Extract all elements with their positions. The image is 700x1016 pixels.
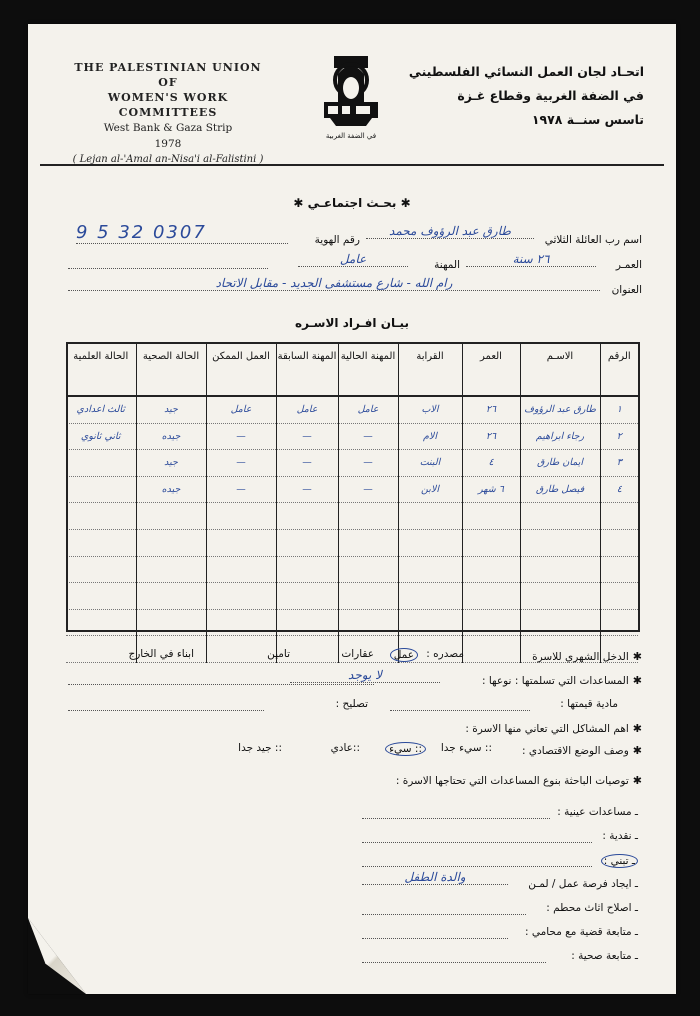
id-label: رقم الهوية bbox=[314, 234, 360, 246]
table-cell bbox=[462, 503, 520, 530]
col-header-relation: القرابة bbox=[398, 342, 462, 396]
table-header-row bbox=[66, 342, 638, 396]
union-logo bbox=[316, 54, 386, 146]
problems-label: ✱اهم المشاكل التي تعاني منها الاسرة : bbox=[465, 722, 642, 735]
id-value: 9 5 32 0307 bbox=[76, 222, 288, 244]
table-row bbox=[66, 529, 638, 556]
table-cell bbox=[398, 529, 462, 556]
table-cell: الاب bbox=[398, 396, 462, 423]
table-cell bbox=[276, 503, 338, 530]
aid-material-label: مادية قيمتها : bbox=[560, 698, 618, 710]
recommend-item-job: ـ ايجاد فرصة عمل / لمـن bbox=[528, 878, 638, 890]
region-line: West Bank & Gaza Strip bbox=[103, 122, 233, 134]
table-cell bbox=[66, 450, 136, 477]
recommend-item-health: ـ متابعة صحية : bbox=[571, 950, 638, 962]
table-cell: ثاني ثانوي bbox=[66, 423, 136, 450]
income-source-label: مصدره : bbox=[426, 648, 464, 660]
table-cell: — bbox=[338, 450, 398, 477]
table-cell: — bbox=[338, 476, 398, 503]
star-icon: ✱ bbox=[632, 674, 642, 687]
table-row bbox=[66, 396, 638, 423]
table-cell bbox=[520, 529, 600, 556]
table-row bbox=[66, 609, 638, 636]
table-cell bbox=[600, 556, 638, 583]
table-cell bbox=[338, 556, 398, 583]
table-cell: — bbox=[276, 450, 338, 477]
table-cell bbox=[136, 556, 206, 583]
economic-option-very-bad[interactable]: :: سيء جدا bbox=[440, 742, 492, 754]
table-cell bbox=[276, 529, 338, 556]
table-cell: عامل bbox=[206, 396, 276, 423]
form-title: ✱ بحـث اجتماعـي ✱ bbox=[293, 196, 411, 210]
table-cell: — bbox=[206, 423, 276, 450]
table-cell bbox=[520, 503, 600, 530]
recommend-item-furniture: ـ اصلاح اثاث محطم : bbox=[546, 902, 638, 914]
age-value: ٢٦ سنة bbox=[466, 252, 596, 267]
recommend-line bbox=[362, 842, 592, 843]
age-line-filler bbox=[68, 268, 268, 269]
table-cell: ١ bbox=[600, 396, 638, 423]
org-name-line1: THE PALESTINIAN UNION OF bbox=[74, 61, 262, 89]
aid-value: لا يوجد bbox=[290, 668, 440, 683]
table-cell bbox=[600, 609, 638, 636]
table-cell bbox=[462, 609, 520, 636]
table-cell bbox=[520, 556, 600, 583]
table-row bbox=[66, 450, 638, 477]
founding-year: 1978 bbox=[154, 138, 182, 150]
recommend-label: ✱توصيات الباحثة بنوع المساعدات التي تحتاجها الاسرة : bbox=[395, 774, 642, 787]
table-cell bbox=[136, 503, 206, 530]
ar-region: في الضفة الغربية وقطاع غـزة bbox=[457, 88, 644, 103]
col-header-education: الحالة العلمية bbox=[66, 342, 136, 396]
profession-label: المهنة bbox=[434, 259, 460, 271]
economic-label: ✱وصف الوضع الاقتصادي : bbox=[522, 744, 642, 757]
family-members-table bbox=[66, 342, 638, 663]
table-cell: طارق عبد الرؤوف bbox=[520, 396, 600, 423]
col-header-age: العمر bbox=[462, 342, 520, 396]
table-cell bbox=[206, 503, 276, 530]
address-value: رام الله - شارع مستشفى الجديد - مقابل الاتحاد bbox=[68, 276, 600, 291]
head-name-label: اسم رب العائلة الثلاثي bbox=[544, 234, 642, 246]
col-header-possible-work: العمل الممكن bbox=[206, 342, 276, 396]
table-cell bbox=[520, 609, 600, 636]
aid-repair-label: تصليح : bbox=[335, 698, 368, 710]
table-cell: — bbox=[276, 423, 338, 450]
table-cell bbox=[338, 609, 398, 636]
star-icon: ✱ bbox=[396, 196, 411, 210]
table-cell: الام bbox=[398, 423, 462, 450]
header-arabic bbox=[404, 60, 644, 132]
recommend-line bbox=[362, 914, 526, 915]
logo-caption: في الضفة الغربية bbox=[325, 132, 377, 140]
table-cell: عامل bbox=[338, 396, 398, 423]
col-header-name: الاسـم bbox=[520, 342, 600, 396]
table-cell bbox=[398, 503, 462, 530]
star-icon: ✱ bbox=[632, 744, 642, 757]
recommend-item-lawyer: ـ متابعة قضية مع محامي : bbox=[524, 926, 638, 938]
table-row bbox=[66, 556, 638, 583]
table-row bbox=[66, 583, 638, 610]
income-line bbox=[68, 684, 374, 685]
table-row bbox=[66, 476, 638, 503]
table-cell bbox=[398, 556, 462, 583]
income-option-property[interactable]: عقارات bbox=[341, 648, 374, 660]
star-icon: ✱ bbox=[632, 650, 642, 663]
address-label: العنوان bbox=[611, 284, 642, 296]
aid-material-line bbox=[390, 710, 530, 711]
aid-label: ✱المساعدات التي تسلمتها : نوعها : bbox=[481, 674, 642, 687]
table-cell: ٢ bbox=[600, 423, 638, 450]
table-cell: جيد bbox=[136, 450, 206, 477]
recommend-line bbox=[362, 866, 592, 867]
star-icon: ✱ bbox=[293, 196, 308, 210]
table-cell bbox=[206, 636, 276, 663]
table-cell bbox=[66, 556, 136, 583]
table-cell: رجاء ابراهيم bbox=[520, 423, 600, 450]
table-cell bbox=[338, 503, 398, 530]
table-cell bbox=[206, 556, 276, 583]
profession-value: عامل bbox=[298, 252, 408, 267]
table-cell bbox=[338, 529, 398, 556]
table-cell: ٢٦ bbox=[462, 396, 520, 423]
table-cell: ٢٦ bbox=[462, 423, 520, 450]
economic-option-very-good[interactable]: :: جيد جدا bbox=[238, 742, 282, 754]
table-cell: جيد bbox=[136, 396, 206, 423]
table-cell: ٦ شهر bbox=[462, 476, 520, 503]
income-label: ✱الدخل الشهري للاسرة bbox=[532, 650, 642, 663]
table-cell bbox=[338, 583, 398, 610]
table-cell: عامل bbox=[276, 396, 338, 423]
col-header-number: الرقم bbox=[600, 342, 638, 396]
table-row bbox=[66, 423, 638, 450]
table-cell bbox=[462, 529, 520, 556]
table-cell bbox=[206, 529, 276, 556]
table-cell bbox=[600, 583, 638, 610]
col-header-health: الحالة الصحية bbox=[136, 342, 206, 396]
ar-founding: تاسس سنــة ١٩٧٨ bbox=[531, 112, 644, 127]
age-label: العمـر bbox=[615, 259, 642, 271]
income-option-work[interactable]: عمل bbox=[390, 648, 418, 662]
table-cell bbox=[136, 609, 206, 636]
table-cell bbox=[398, 583, 462, 610]
table-cell bbox=[462, 556, 520, 583]
table-cell bbox=[276, 609, 338, 636]
table-cell bbox=[66, 636, 136, 663]
recommend-line bbox=[362, 962, 546, 963]
table-cell: ثالث اعدادي bbox=[66, 396, 136, 423]
income-option-abroad[interactable]: ابناء في الخارج bbox=[128, 648, 194, 660]
income-option-insurance[interactable]: تامين bbox=[267, 648, 290, 660]
table-cell bbox=[66, 609, 136, 636]
table-row bbox=[66, 503, 638, 530]
table-cell bbox=[206, 609, 276, 636]
ar-org-name: اتحـاد لجان العمل النسائي الفلسطيني bbox=[408, 64, 644, 79]
table-cell: فيصل طارق bbox=[520, 476, 600, 503]
recommend-line bbox=[362, 938, 508, 939]
table-cell: جيده bbox=[136, 476, 206, 503]
recommend-item-adoption: ـ تبني : bbox=[601, 854, 638, 868]
economic-option-bad[interactable]: :: سيء bbox=[385, 742, 426, 756]
table-cell: الابن bbox=[398, 476, 462, 503]
table-cell: — bbox=[206, 476, 276, 503]
star-icon: ✱ bbox=[632, 722, 642, 735]
header-english bbox=[68, 60, 268, 168]
members-title: بيـان افـراد الاسـره bbox=[295, 316, 409, 330]
table-cell bbox=[66, 583, 136, 610]
table-cell bbox=[600, 503, 638, 530]
table-cell bbox=[276, 556, 338, 583]
table-cell: ٣ bbox=[600, 450, 638, 477]
recommend-item-cash: ـ نقدية : bbox=[602, 830, 638, 842]
transliteration-line: ( Lejan al-'Amal an-Nisa'i al-Falistini ) bbox=[72, 154, 264, 165]
table-cell: — bbox=[206, 450, 276, 477]
col-header-previous-job: المهنة السابقة bbox=[276, 342, 338, 396]
table-cell bbox=[136, 529, 206, 556]
table-cell: جيده bbox=[136, 423, 206, 450]
table-cell bbox=[66, 503, 136, 530]
table-cell: — bbox=[276, 476, 338, 503]
table-cell: البنت bbox=[398, 450, 462, 477]
recommend-job-value: والدة الطفل bbox=[362, 870, 508, 885]
economic-option-normal[interactable]: ::عادي bbox=[330, 742, 360, 754]
header-rule bbox=[40, 164, 664, 166]
recommend-line bbox=[362, 818, 550, 819]
table-cell: ٤ bbox=[600, 476, 638, 503]
table-cell bbox=[600, 529, 638, 556]
org-name-line2: WOMEN'S WORK COMMITTEES bbox=[107, 91, 229, 119]
table-cell: ايمان طارق bbox=[520, 450, 600, 477]
table-cell bbox=[276, 583, 338, 610]
table-cell bbox=[520, 583, 600, 610]
table-cell: — bbox=[338, 423, 398, 450]
star-icon: ✱ bbox=[632, 774, 642, 787]
head-name-value: طارق عبد الرؤوف محمد bbox=[366, 224, 534, 239]
aid-repair-line bbox=[68, 710, 264, 711]
col-header-current-job: المهنة الحالية bbox=[338, 342, 398, 396]
table-cell bbox=[206, 583, 276, 610]
table-cell bbox=[462, 583, 520, 610]
table-cell bbox=[136, 583, 206, 610]
table-cell: ٤ bbox=[462, 450, 520, 477]
table-cell bbox=[66, 476, 136, 503]
form-sheet bbox=[28, 24, 676, 994]
table-cell bbox=[398, 609, 462, 636]
recommend-item-in-kind: ـ مساعدات عينية : bbox=[557, 806, 638, 818]
table-cell bbox=[66, 529, 136, 556]
table-cell bbox=[462, 636, 520, 663]
